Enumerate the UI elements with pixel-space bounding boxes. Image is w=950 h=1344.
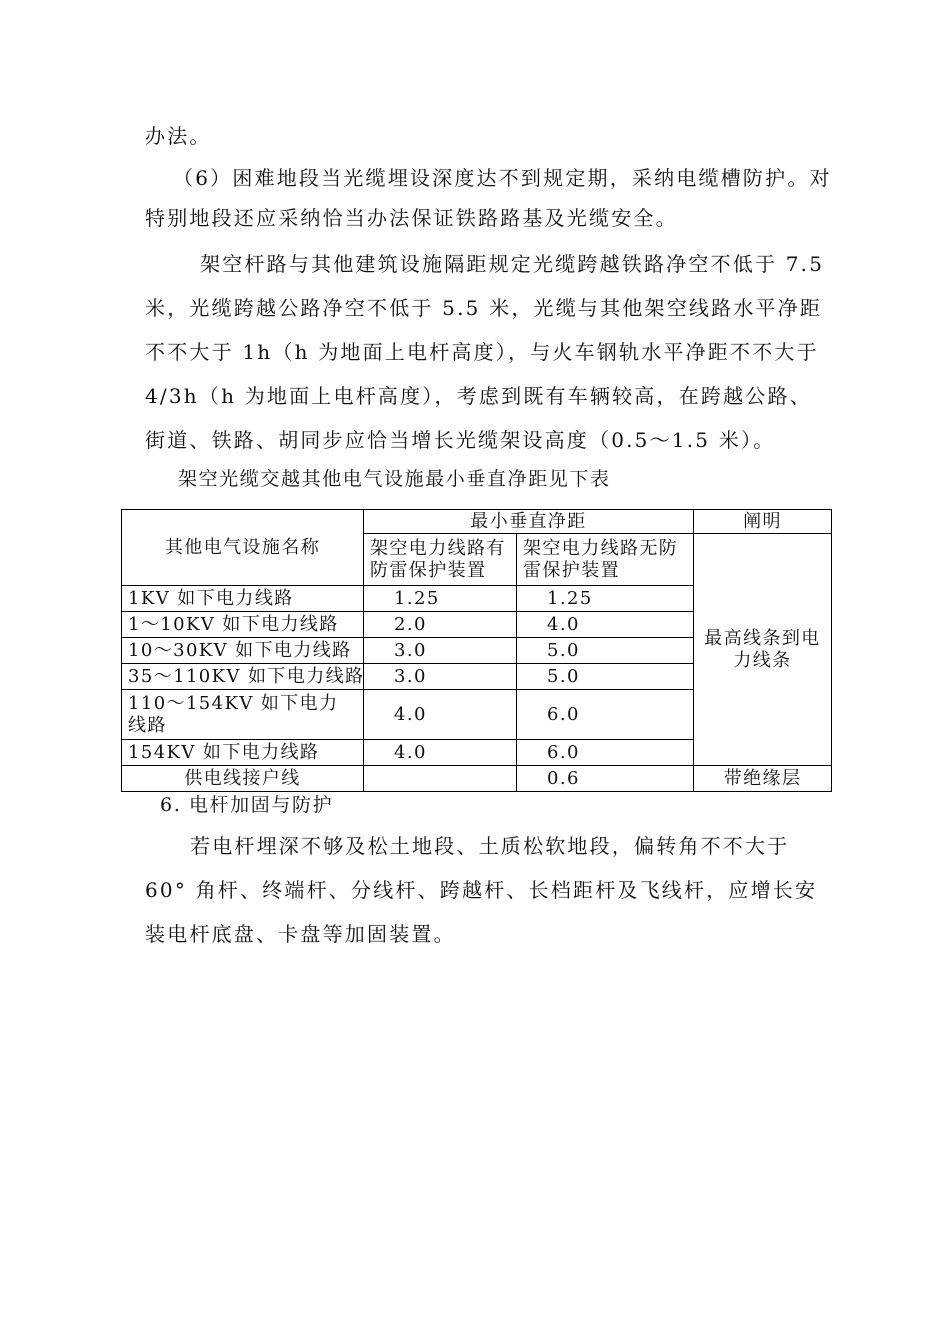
paragraph-line: 架空杆路与其他建筑设施隔距规定光缆跨越铁路净空不低于 7.5 [200,252,825,276]
paragraph-line: 若电杆埋深不够及松土地段、土质松软地段，偏转角不不大于 [190,834,790,858]
paragraph-line: 装电杆底盘、卡盘等加固装置。 [145,922,456,946]
row-with-protection-value [364,766,517,792]
row-facility-name: 35～110KV 如下电力线路 [122,664,364,690]
row-facility-name: 154KV 如下电力线路 [122,740,364,766]
merged-note-cell: 最高线条到电力线条 [694,534,832,766]
section-heading: 6. 电杆加固与防护 [160,794,334,816]
header-with-lightning-protection: 架空电力线路有防雷保护装置 [364,534,517,586]
row-facility-name: 110～154KV 如下电力线路 [122,690,364,740]
header-facility-name: 其他电气设施名称 [122,510,364,586]
row-without-protection-value: 5.0 [517,664,694,690]
paragraph-line: 办法。 [145,124,212,148]
header-without-lightning-protection: 架空电力线路无防雷保护装置 [517,534,694,586]
row-with-protection-value: 3.0 [364,664,517,690]
paragraph-line: 米，光缆跨越公路净空不低于 5.5 米，光缆与其他架空线路水平净距 [145,296,823,320]
row-facility-name: 供电线接户线 [122,766,364,792]
row-without-protection-value: 0.6 [517,766,694,792]
paragraph-line: （6）困难地段当光缆埋设深度达不到规定期，采纳电缆槽防护。对 [173,166,832,190]
row-with-protection-value: 3.0 [364,638,517,664]
table-header-row [122,510,832,534]
paragraph-line: 4/3h（h 为地面上电杆高度），考虑到既有车辆较高，在跨越公路、 [145,384,812,408]
row-with-protection-value: 2.0 [364,612,517,638]
paragraph-line: 特别地段还应采纳恰当办法保证铁路路基及光缆安全。 [145,206,678,230]
table-row [122,766,832,792]
clearance-table [121,509,832,792]
paragraph-line: 不不大于 1h（h 为地面上电杆高度），与火车钢轨水平净距不不大于 [145,340,819,364]
row-facility-name: 1～10KV 如下电力线路 [122,612,364,638]
row-without-protection-value: 6.0 [517,690,694,740]
paragraph-line: 60° 角杆、终端杆、分线杆、跨越杆、长档距杆及飞线杆，应增长安 [145,878,818,902]
row-without-protection-value: 6.0 [517,740,694,766]
row-without-protection-value: 5.0 [517,638,694,664]
row-note: 带绝缘层 [694,766,832,792]
row-without-protection-value: 1.25 [517,586,694,612]
table-caption: 架空光缆交越其他电气设施最小垂直净距见下表 [178,468,611,490]
row-with-protection-value: 4.0 [364,740,517,766]
header-note: 阐明 [694,510,832,534]
row-without-protection-value: 4.0 [517,612,694,638]
row-facility-name: 1KV 如下电力线路 [122,586,364,612]
row-with-protection-value: 1.25 [364,586,517,612]
row-with-protection-value: 4.0 [364,690,517,740]
row-facility-name: 10～30KV 如下电力线路 [122,638,364,664]
header-min-clearance: 最小垂直净距 [364,510,694,534]
paragraph-line: 街道、铁路、胡同步应恰当增长光缆架设高度（0.5～1.5 米）。 [145,428,776,452]
